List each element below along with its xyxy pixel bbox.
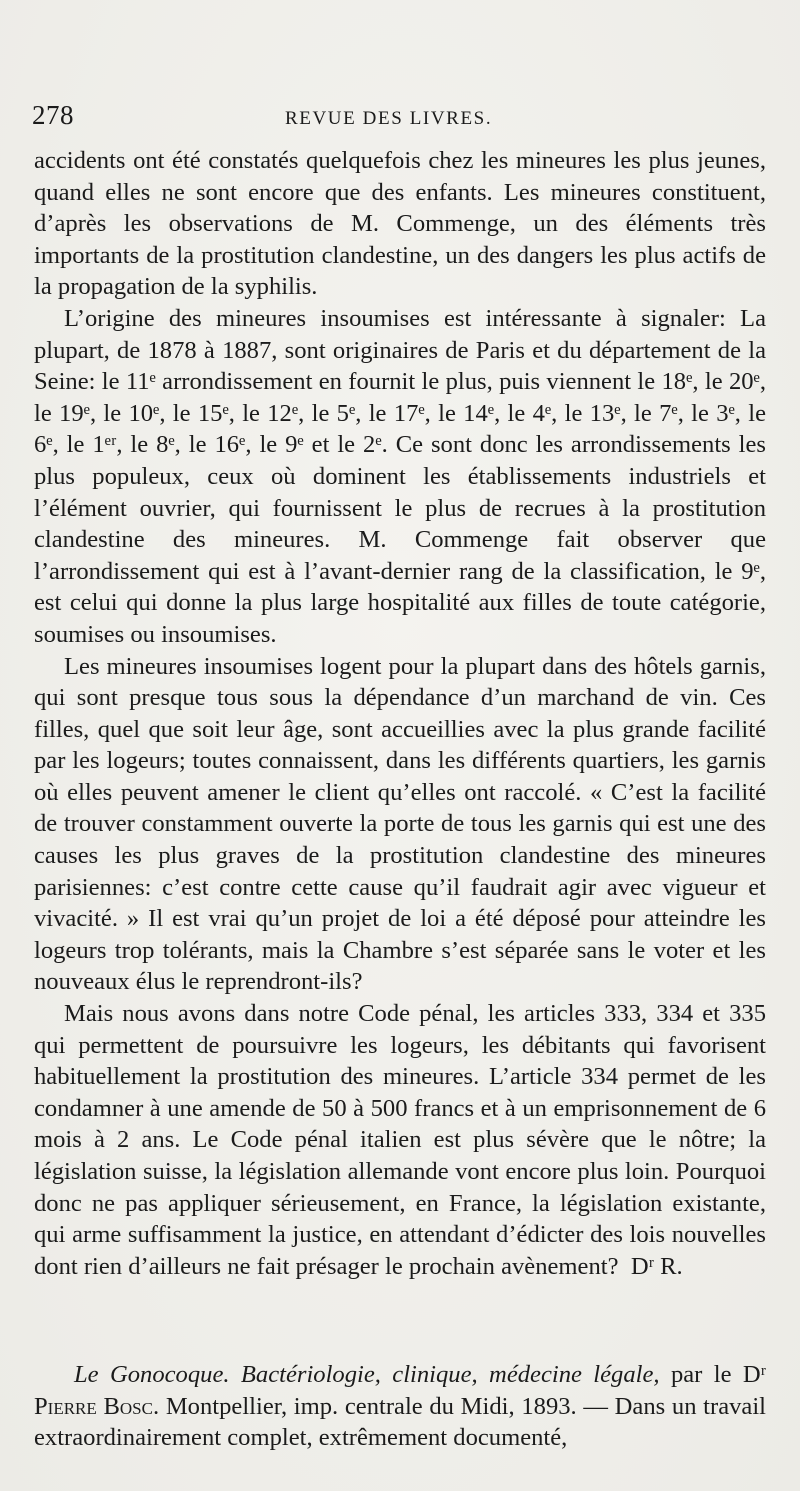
running-head: REVUE DES LIVRES.	[285, 108, 493, 129]
signature: Dʳ R.	[630, 1252, 683, 1280]
paragraph-4	[34, 998, 766, 1282]
review-by: par le	[670, 1361, 732, 1388]
review-title: Le Gonocoque. Bactériologie, clinique, médecine légale,	[74, 1361, 660, 1388]
paragraph-1: accidents ont été constatés quelquefois chez les mineures les plus jeunes, quand elles ne sont encore que des enfants. Les mineures constituent, d’après les observations de M. Commenge, un des éléments très importants de la prostitution clandestine, un des dangers les plus actifs de la propagation de la syphilis.	[34, 147, 766, 301]
page-number: 278	[32, 100, 74, 130]
review-author-prefix: Dʳ	[742, 1361, 766, 1388]
page-header	[32, 100, 772, 130]
review-publication: Montpellier, imp. centrale du Midi, 1893. — Dans un travail extraordinairement complet, extrêmement documenté,	[34, 1392, 767, 1452]
paragraph-2: L’origine des mineures insoumises est intéressante à signaler: La plupart, de 1878 à 1887, sont originaires de Paris et du département de la Seine: le 11ᵉ arrondissement en fournit le plus, puis viennent le 18ᵉ, le 20ᵉ, le 19ᵉ, le 10ᵉ, le 15ᵉ, le 12ᵉ, le 5ᵉ, le 17ᵉ, le 14ᵉ, le 4ᵉ, le 13ᵉ, le 7ᵉ, le 3ᵉ, le 6ᵉ, le 1ᵉʳ, le 8ᵉ, le 16ᵉ, le 9ᵉ et le 2ᵉ. Ce sont donc les arrondissements les plus populeux, ceux où dominent les établissements industriels et l’élément ouvrier, qui fournissent le plus de recrues à la prostitution clandestine des mineures. M. Commenge fait observer que l’arrondissement qui est à l’avant-dernier rang de la classification, le 9ᵉ, est celui qui donne la plus large hospitalité aux filles de toute catégorie, soumises ou insoumises.	[34, 304, 766, 648]
body-text	[34, 145, 766, 1282]
paragraph-3: Les mineures insoumises logent pour la plupart dans des hôtels garnis, qui sont presque tous sous la dépendance d’un marchand de vin. Ces filles, quel que soit leur âge, sont accueillies avec la plus grande facilité par les logeurs; toutes connaissent, dans les différents quartiers, les garnis où elles peuvent amener le client qu’elles ont raccolé. « C’est la facilité de trouver constamment ouverte la porte de tous les garnis qui est une des causes les plus graves de la prostitution clandestine des mineures parisiennes: c’est contre cette cause qu’il faudrait agir avec vigueur et vivacité. » Il est vrai qu’un projet de loi a été déposé pour atteindre les logeurs trop tolérants, mais la Chambre s’est séparée sans le voter et les nouveaux élus le reprendront-ils?	[34, 652, 766, 996]
book-review-entry	[34, 1359, 766, 1454]
paragraph-4-text: Mais nous avons dans notre Code pénal, les articles 333, 334 et 335 qui permettent de poursuivre les logeurs, les débitants qui favorisent habituellement la prostitution des mineures. L’article 334 permet de les condamner à une amende de 50 à 500 francs et à un emprisonnement de 6 mois à 2 ans. Le Code pénal italien est plus sévère que le nôtre; la législation suisse, la législation allemande vont encore plus loin. Pourquoi donc ne pas appliquer sérieusement, en France, la législation existante, qui arme suffisamment la justice, en attendant d’édicter des lois nouvelles dont rien d’ailleurs ne fait présager le prochain avènement?	[34, 1000, 766, 1280]
review-author: Pierre Bosc.	[34, 1392, 160, 1420]
